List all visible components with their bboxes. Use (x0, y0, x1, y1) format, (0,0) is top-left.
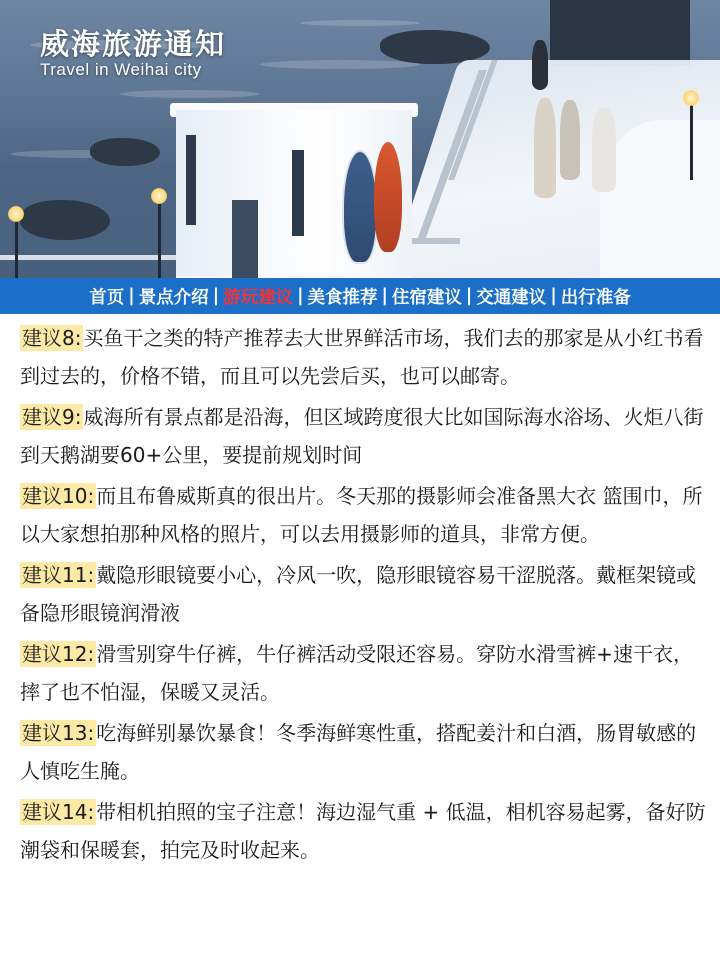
tip-text: 戴隐形眼镜要小心，冷风一吹，隐形眼镜容易干涩脱落。戴框架镜或备隐形眼镜润滑液 (20, 563, 697, 625)
surfboard (374, 142, 402, 252)
tip-text: 滑雪别穿牛仔裤，牛仔裤活动受限还容易。穿防水滑雪裤+速干衣，摔了也不怕湿，保暖又灵活。 (20, 642, 693, 704)
tip-text: 买鱼干之类的特产推荐去大世界鲜活市场，我们去的那家是从小红书看到过去的，价格不错，而且可以先尝后买，也可以邮寄。 (20, 326, 704, 388)
pavilion (550, 0, 690, 66)
lamp-light (683, 90, 699, 106)
tip-item (20, 715, 710, 790)
nav-item-food[interactable]: 美食推荐 (307, 287, 378, 308)
railing (0, 255, 180, 260)
tip-label: 建议11: (22, 563, 95, 587)
nav-item-home[interactable]: 首页 (89, 287, 125, 308)
lamp-light (8, 206, 24, 222)
tip-text: 带相机拍照的宝子注意！海边湿气重 + 低温，相机容易起雾，备好防潮袋和保暖套，拍完及时收起来。 (20, 800, 706, 862)
tip-text: 吃海鲜别暴饮暴食！冬季海鲜寒性重，搭配姜汁和白酒，肠胃敏感的人慎吃生腌。 (20, 721, 697, 783)
sea-rock (20, 200, 110, 240)
tip-text: 而且布鲁威斯真的很出片。冬天那的摄影师会准备黑大衣 篮围巾，所以大家想拍那种风格的照片，可以去用摄影师的道具，非常方便。 (20, 484, 703, 546)
tip-label: 建议10: (22, 484, 95, 508)
nav-separator: | (297, 286, 304, 306)
page-title: 威海旅游通知 (40, 27, 227, 61)
category-nav (0, 278, 720, 314)
tip-label: 建议8: (22, 326, 82, 350)
tip-item (20, 478, 710, 553)
person (532, 40, 548, 90)
nav-item-preparation[interactable]: 出行准备 (560, 287, 631, 308)
tip-item (20, 636, 710, 711)
lamp-post (158, 200, 161, 278)
nav-item-tips[interactable]: 游玩建议 (223, 287, 294, 308)
page-subtitle: Travel in Weihai city (40, 60, 202, 79)
person (592, 108, 616, 192)
snow-bank (600, 120, 720, 278)
tip-label: 建议13: (22, 721, 95, 745)
sea-wave (260, 60, 420, 69)
nav-separator: | (550, 286, 557, 306)
nav-separator: | (381, 286, 388, 306)
sea-wave (300, 20, 420, 26)
nav-separator: | (128, 286, 135, 306)
tip-item (20, 794, 710, 869)
lamp-post (690, 100, 693, 180)
house-window (292, 150, 304, 236)
tip-item (20, 557, 710, 632)
tip-item (20, 399, 710, 474)
tip-label: 建议9: (22, 405, 82, 429)
person (534, 98, 556, 198)
nav-item-attractions[interactable]: 景点介绍 (138, 287, 209, 308)
tip-label: 建议14: (22, 800, 95, 824)
house-door (232, 200, 258, 278)
nav-separator: | (465, 286, 473, 306)
tip-label: 建议12: (22, 642, 95, 666)
tip-item (20, 320, 710, 395)
nav-separator: | (212, 286, 220, 306)
house-window (186, 135, 196, 225)
tips-list (20, 320, 710, 873)
nav-item-lodging[interactable]: 住宿建议 (391, 287, 462, 308)
sea-wave (120, 90, 260, 98)
lamp-post (15, 218, 18, 278)
tip-text: 威海所有景点都是沿海，但区域跨度很大比如国际海水浴场、火炬八街到天鹅湖要60+公里，要提前规划时间 (20, 405, 704, 467)
surfboard (342, 150, 378, 264)
nav-item-transport[interactable]: 交通建议 (476, 287, 547, 308)
person (560, 100, 580, 180)
hero-photo (0, 0, 720, 278)
lamp-light (151, 188, 167, 204)
sea-rock (380, 30, 490, 64)
sea-rock (90, 138, 160, 166)
